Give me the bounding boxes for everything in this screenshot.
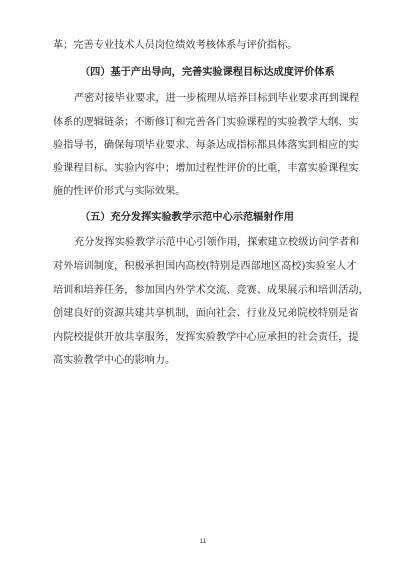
paragraph-line: 高实验教学中心的影响力。 xyxy=(53,355,176,366)
paragraph-line: 验课程目标、实验内容中；增加过程性评价的比重，丰富实验课程实 xyxy=(53,163,359,174)
page-number: 11 xyxy=(199,538,207,545)
paragraph-line: 创建良好的资源共建共享机制，面向社会、行业及兄弟院校特别是省 xyxy=(53,308,359,319)
paragraph-line: 培训和培养任务，参加国内外学术交流、竞赛、成果展示和培训活动， xyxy=(53,285,369,296)
paragraph-line: 对外培训制度，积极承担国内高校(特别是西部地区高校)实验室人才 xyxy=(53,261,357,272)
paragraph-line: 严密对接毕业要求，进一步梳理从培养目标到毕业要求再到课程 xyxy=(74,93,360,104)
section-heading-5: （五）充分发挥实验教学示范中心示范辐射作用 xyxy=(80,212,294,223)
paragraph-line: 施的性评价形式与实际效果。 xyxy=(53,186,186,197)
paragraph-line: 充分发挥实验教学示范中心引领作用，探索建立校级访问学者和 xyxy=(74,237,360,248)
section-heading-4: （四）基于产出导向，完善实验课程目标达成度评价体系 xyxy=(80,67,335,78)
paragraph-line: 验指导书，确保每项毕业要求、每条达成指标都具体落实到相应的实 xyxy=(53,140,359,151)
paragraph-line: 内院校提供开放共享服务，发挥实验教学中心应承担的社会责任，提 xyxy=(53,332,359,343)
paragraph-line: 体系的逻辑链条；不断修订和完善各门实验课程的实验教学大纲、实 xyxy=(53,117,359,128)
paragraph-line: 革；完善专业技术人员岗位绩效考核体系与评价指标。 xyxy=(53,40,298,51)
